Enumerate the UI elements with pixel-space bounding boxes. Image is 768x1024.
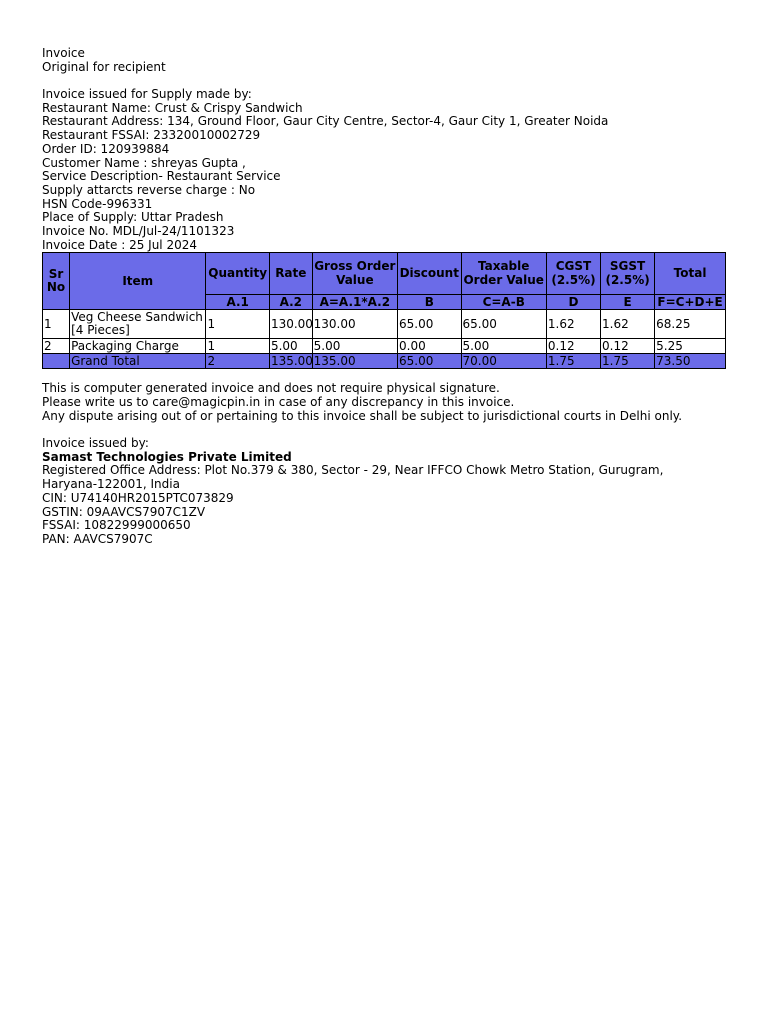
issuer-pan: PAN: AAVCS7907C — [42, 531, 153, 546]
cell-total: 68.25 — [655, 310, 726, 339]
grand-total-label: Grand Total — [70, 354, 206, 369]
service-description: Service Description- Restaurant Service — [42, 169, 281, 184]
col-header-sr: Sr No — [43, 253, 70, 310]
grand-total-discount: 65.00 — [398, 354, 462, 369]
restaurant-name: Restaurant Name: Crust & Crispy Sandwich — [42, 100, 303, 115]
note-jurisdiction: Any dispute arising out of or pertaining to this invoice shall be subject to jurisdictional courts in Delhi only. — [42, 408, 683, 423]
col-header-item: Item — [70, 253, 206, 310]
invoice-title: Invoice — [42, 46, 85, 60]
col-header-total: Total — [655, 253, 726, 295]
invoice-document — [42, 47, 732, 547]
grand-total-sgst: 1.75 — [601, 354, 655, 369]
cell-taxable: 5.00 — [461, 339, 546, 354]
hsn-code: HSN Code-996331 — [42, 196, 153, 211]
col-header-discount: Discount — [398, 253, 462, 295]
grand-total-taxable: 70.00 — [461, 354, 546, 369]
grand-total-cgst: 1.75 — [546, 354, 600, 369]
subheader-discount: B — [398, 295, 462, 310]
grand-total-quantity: 2 — [206, 354, 270, 369]
issuer-intro: Invoice issued by: — [42, 436, 149, 451]
grand-total-row — [43, 354, 726, 369]
cell-gross: 130.00 — [312, 310, 397, 339]
cell-discount: 65.00 — [398, 310, 462, 339]
invoice-number: Invoice No. MDL/Jul-24/1101323 — [42, 223, 235, 238]
cell-item: Veg Cheese Sandwich [4 Pieces] — [70, 310, 206, 339]
col-header-sgst: SGST (2.5%) — [601, 253, 655, 295]
cell-sr: 2 — [43, 339, 70, 354]
col-header-rate: Rate — [269, 253, 312, 295]
invoice-table — [42, 252, 726, 369]
subheader-cgst: D — [546, 295, 600, 310]
subheader-total: F=C+D+E — [655, 295, 726, 310]
subheader-rate: A.2 — [269, 295, 312, 310]
grand-total-sr — [43, 354, 70, 369]
restaurant-address: Restaurant Address: 134, Ground Floor, Gaur City Centre, Sector-4, Gaur City 1, Greater Noida — [42, 114, 609, 129]
issuer-address-line2: Haryana-122001, India — [42, 477, 180, 492]
cell-rate: 130.00 — [269, 310, 312, 339]
subheader-sgst: E — [601, 295, 655, 310]
subheader-quantity: A.1 — [206, 295, 270, 310]
issuer-gstin: GSTIN: 09AAVCS7907C1ZV — [42, 504, 206, 519]
cell-sgst: 1.62 — [601, 310, 655, 339]
issuer-company-name: Samast Technologies Private Limited — [42, 449, 292, 464]
grand-total-rate: 135.00 — [270, 353, 313, 368]
table-row — [43, 339, 726, 354]
cell-gross: 5.00 — [312, 339, 397, 354]
customer-name: Customer Name : shreyas Gupta , — [42, 155, 246, 170]
table-row — [43, 310, 726, 339]
cell-rate: 5.00 — [269, 339, 312, 354]
order-id: Order ID: 120939884 — [42, 141, 170, 156]
subheader-gross: A=A.1*A.2 — [312, 295, 397, 310]
col-header-taxable: Taxable Order Value — [461, 253, 546, 295]
note-contact: Please write us to care@magicpin.in in case of any discrepancy in this invoice. — [42, 395, 515, 409]
cell-quantity: 1 — [206, 339, 270, 354]
cell-sgst: 0.12 — [601, 339, 655, 354]
cell-total: 5.25 — [655, 339, 726, 354]
cell-sr: 1 — [43, 310, 70, 339]
note-computer-generated: This is computer generated invoice and does not require physical signature. — [42, 381, 500, 396]
grand-total-total: 73.50 — [655, 354, 726, 369]
col-header-gross: Gross Order Value — [312, 253, 397, 295]
restaurant-fssai: Restaurant FSSAI: 23320010002729 — [42, 128, 261, 143]
supplier-intro: Invoice issued for Supply made by: — [42, 87, 252, 102]
subheader-taxable: C=A-B — [461, 295, 546, 310]
table-header-row — [43, 253, 726, 295]
col-header-cgst: CGST (2.5%) — [546, 253, 600, 295]
cell-item: Packaging Charge — [70, 339, 206, 354]
cell-cgst: 0.12 — [546, 339, 600, 354]
cell-cgst: 1.62 — [546, 310, 600, 339]
reverse-charge: Supply attarcts reverse charge : No — [42, 182, 256, 197]
cell-taxable: 65.00 — [461, 310, 546, 339]
invoice-date: Invoice Date : 25 Jul 2024 — [42, 237, 197, 252]
issuer-cin: CIN: U74140HR2015PTC073829 — [42, 490, 234, 505]
issuer-fssai: FSSAI: 10822999000650 — [42, 518, 191, 533]
col-header-quantity: Quantity — [206, 253, 270, 295]
cell-discount: 0.00 — [398, 339, 462, 354]
issuer-address-line1: Registered Office Address: Plot No.379 & 380, Sector - 29, Near IFFCO Chowk Metro Station, Gurugram, — [42, 463, 664, 478]
place-of-supply: Place of Supply: Uttar Pradesh — [42, 210, 224, 225]
cell-quantity: 1 — [206, 310, 270, 339]
invoice-subtitle: Original for recipient — [42, 59, 166, 74]
grand-total-gross: 135.00 — [312, 354, 397, 369]
